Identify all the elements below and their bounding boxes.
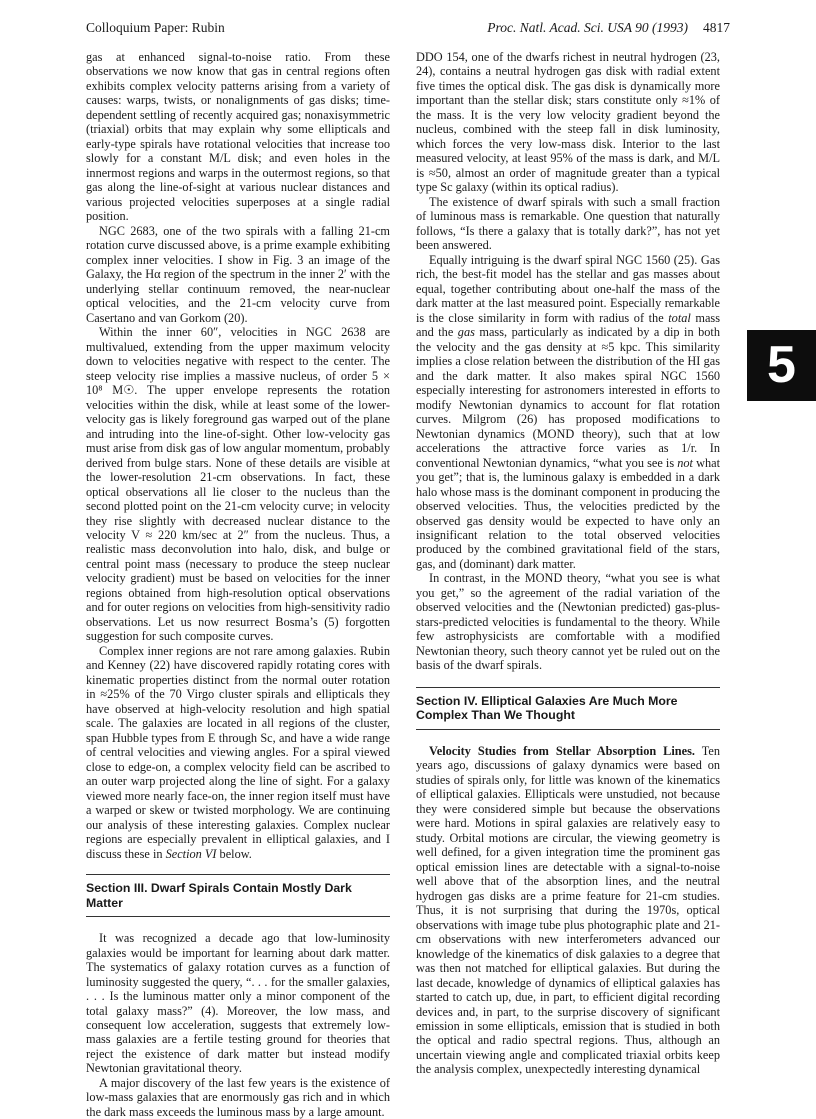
emphasis: gas xyxy=(457,325,475,340)
paragraph: It was recognized a decade ago that low-luminosity galaxies would be important for learning about dark matter. The systematics of galaxy rotation curves as a function of luminosity suggested the query, “. . . for the smaller galaxies, . . . Is the luminous matter only a minor component of the total galaxy mass?” (4). Moreover, the low mass, and consequent low acceleration, suggests that extremely low-mass galaxies are a fertile testing ground for theories that reject the existence of dark matter but instead modify Newtonian gravitational theory. xyxy=(86,931,390,1076)
emphasis: total xyxy=(668,310,691,325)
paragraph-text: Complex inner regions are not rare among galaxies. Rubin and Kenney (22) have discovered rapidly rotating cores with kinematic properties distinct from the normal outer rotation in ≈25% of the 70 Virgo cluster spirals and ellipticals they have observed at high-velocity resolution and high spatial scale. The galaxies are located in all regions of the cluster, span Hubble types from E through Sc, and have a wide range of central velocities and viewing angles. For a spiral viewed close to edge-on, a complex velocity field can be ascribed to an outer warp projected along the line of sight. For a galaxy viewed more nearly face-on, the inner region itself must have a warped or skew or twisted morphology. We are continuing our analysis of these interesting galaxies. Complex nuclear regions are especially prevalent in elliptical galaxies, and I discuss these in xyxy=(86,643,390,861)
paragraph-text: below. xyxy=(216,846,252,861)
right-column xyxy=(416,50,720,1077)
paragraph-text: Equally intriguing is the dwarf spiral NGC 1560 (25). Gas rich, the best-fit model has the stellar and gas masses about equal, together contributing about one-half the mass of the dark matter at the last measured point. Especially remarkable is the close similarity in form with radius of the xyxy=(416,252,720,325)
run-in-heading: Velocity Studies from Stellar Absorption Lines. xyxy=(429,743,695,758)
paragraph: gas at enhanced signal-to-noise ratio. From these observations we now know that gas in central regions often exhibits complex velocity patterns arising from a variety of causes: warps, twists, or nonalignments of gas disks; time-dependent settling of recently acquired gas; nonaxisymmetric (triaxial) orbits that may explain why some ellipticals and early-type spirals have rotational velocities that increase too slowly for a constant M/L disk; and even holes in the innermost regions and warps in the outermost regions, so that gas along the line-of-sight at various nuclear distances and various projected velocities superposes at a single radial position. xyxy=(86,50,390,224)
paragraph: DDO 154, one of the dwarfs richest in neutral hydrogen (23, 24), contains a neutral hydrogen gas disk with radial extent five times the optical disk. The gas disk is dynamically more important than the stellar disk; stars constitute only ≈1% of the mass. It is the very low velocity gradient beyond the nucleus, combined with the steep fall in disk luminosity, which forces the very low-mass disk. Interior to the last measured velocity, at least 95% of the mass is dark, and M/L is ≈50, almost an order of magnitude greater than a typical type Sc galaxy (within its optical radius). xyxy=(416,50,720,195)
paragraph xyxy=(416,744,720,1077)
page-number: 4817 xyxy=(703,20,730,35)
paragraph-text: Ten years ago, discussions of galaxy dynamics were based on studies of spirals only, for little was known of the kinematics of elliptical galaxies. Ellipticals were unstudied, not because they were considered simple but because the observations were hard. Motions in spiral galaxies are relatively easy to study. Orbital motions are circular, the viewing geometry is well defined, for a given integration time the prominent gas optical emission lines are detectable with a signal-to-noise well above that of the absorption lines, and the neutral hydrogen gas disks are a prime feature for 21-cm studies. Thus, it is not surprising that during the 1970s, optical observations with image tube plus photographic plate and 21-cm observations with new interferometers advanced our knowledge of the kinematics of disk galaxies to a degree that was then not matched for elliptical galaxies. But during the last decade, knowledge of dynamics of elliptical galaxies has started to catch up, due, in part, to efficient digital recording devices and, in part, to the surprise discovery of significant emission in some ellipticals, emission that is studied in both the optical and radio spectral regions. Thus, although an uncertain viewing angle and complicated triaxial orbits keep the analysis complex, unexpectedly interesting dynamical xyxy=(416,743,720,1077)
paragraph xyxy=(86,644,390,861)
paragraph: NGC 2683, one of the two spirals with a falling 21-cm rotation curve discussed above, is a prime example exhibiting complex inner velocities. I show in Fig. 3 an image of the Galaxy, the Hα region of the spectrum in the inner 2′ with the underlying stellar continuum removed, the near-nuclear optical velocities, and the 21-cm velocity curve from Casertano and van Gorkom (20). xyxy=(86,223,390,325)
section-heading: Section IV. Elliptical Galaxies Are Much More Complex Than We Thought xyxy=(416,693,678,723)
paragraph-text: mass, particularly as indicated by a dip in both the velocity and the gas density at ≈5 kpc. This similarity implies a close relation between the distribution of the HI gas and the dark matter. It also makes spiral NGC 1560 especially interesting for astronomers interested in efforts to modify Newtonian dynamics to account for flat rotation curves. Milgrom (26) has proposed modifications to Newtonian dynamics (MOND theory), such that at low accelerations the attractive force varies as 1/r. In conventional Newtonian dynamics, “what you see is xyxy=(416,325,720,470)
header-author: Colloquium Paper: Rubin xyxy=(86,20,225,35)
paragraph-text: mass and the xyxy=(416,310,721,340)
paragraph-text: what you get”; that is, the luminous galaxy is embedded in a dark halo whose mass is the dominant component in producing the observed velocities. Thus, the velocities predicted by the observed gas density would be expected to have only an insignificant relation to the total observed velocities produced by the combined gravitational field of the stars, gas, and (dominant) dark matter. xyxy=(416,455,720,571)
header-journal: Proc. Natl. Acad. Sci. USA 90 (1993) xyxy=(487,20,688,35)
paragraph: Within the inner 60″, velocities in NGC 2638 are multivalued, extending from the upper maximum velocity down to velocities negative with respect to the center. The steep velocity rise implies a massive nucleus, of order 5 × 10⁸ M☉. The upper envelope represents the rotation velocities within the disk, while at least some of the lower-velocity gas is likely foreground gas warped out of the plane and intruding into the line-of-sight. Other low-velocity gas must arise from disk gas of low angular momentum, probably derived from bulge stars. None of these details are visible at the lower-resolution 21-cm observations. In fact, these optical observations all lie closer to the nucleus than the second plotted point on the 21-cm velocity curve; in velocity they rise slightly with decreased nuclear distance to the velocity V ≈ 220 km/sec at 2″ from the nucleus. Thus, a realistic mass deconvolution into halo, disk, and bulge or central point mass (necessary to produce the steep nuclear velocity gradient) must be based on velocities for the inner regions obtained from high-resolution optical observations and for outer regions on velocities from high-sensitivity radio observations. Let us now resurrect Bosma’s (5) forgotten suggestion for such composite curves. xyxy=(86,325,390,644)
section-heading: Section III. Dwarf Spirals Contain Mostly Dark Matter xyxy=(86,881,352,910)
paragraph xyxy=(416,253,720,572)
chapter-tab: 5 xyxy=(747,330,816,401)
paragraph: The existence of dwarf spirals with such a small fraction of luminous mass is remarkable. One question that naturally follows, “Is there a galaxy that is totally dark?”, has not yet been answered. xyxy=(416,194,720,253)
left-column xyxy=(86,50,390,1119)
section-reference: Section VI xyxy=(165,846,217,861)
running-header xyxy=(86,20,730,38)
paragraph: In contrast, in the MOND theory, “what you see is what you get,” so the agreement of the radial variation of the observed velocities and the (Newtonian predicted) gas-plus-stars-predicted velocities is fundamental to the theory. While few astrophysicists are comfortable with a modified Newtonian theory, such theory cannot yet be ruled out on the basis of the dwarf spirals. xyxy=(416,571,720,673)
paragraph: A major discovery of the last few years is the existence of low-mass galaxies that are enormously gas rich and in which the dark mass exceeds the luminous mass by a large amount. xyxy=(86,1075,390,1119)
emphasis: not xyxy=(677,455,693,470)
